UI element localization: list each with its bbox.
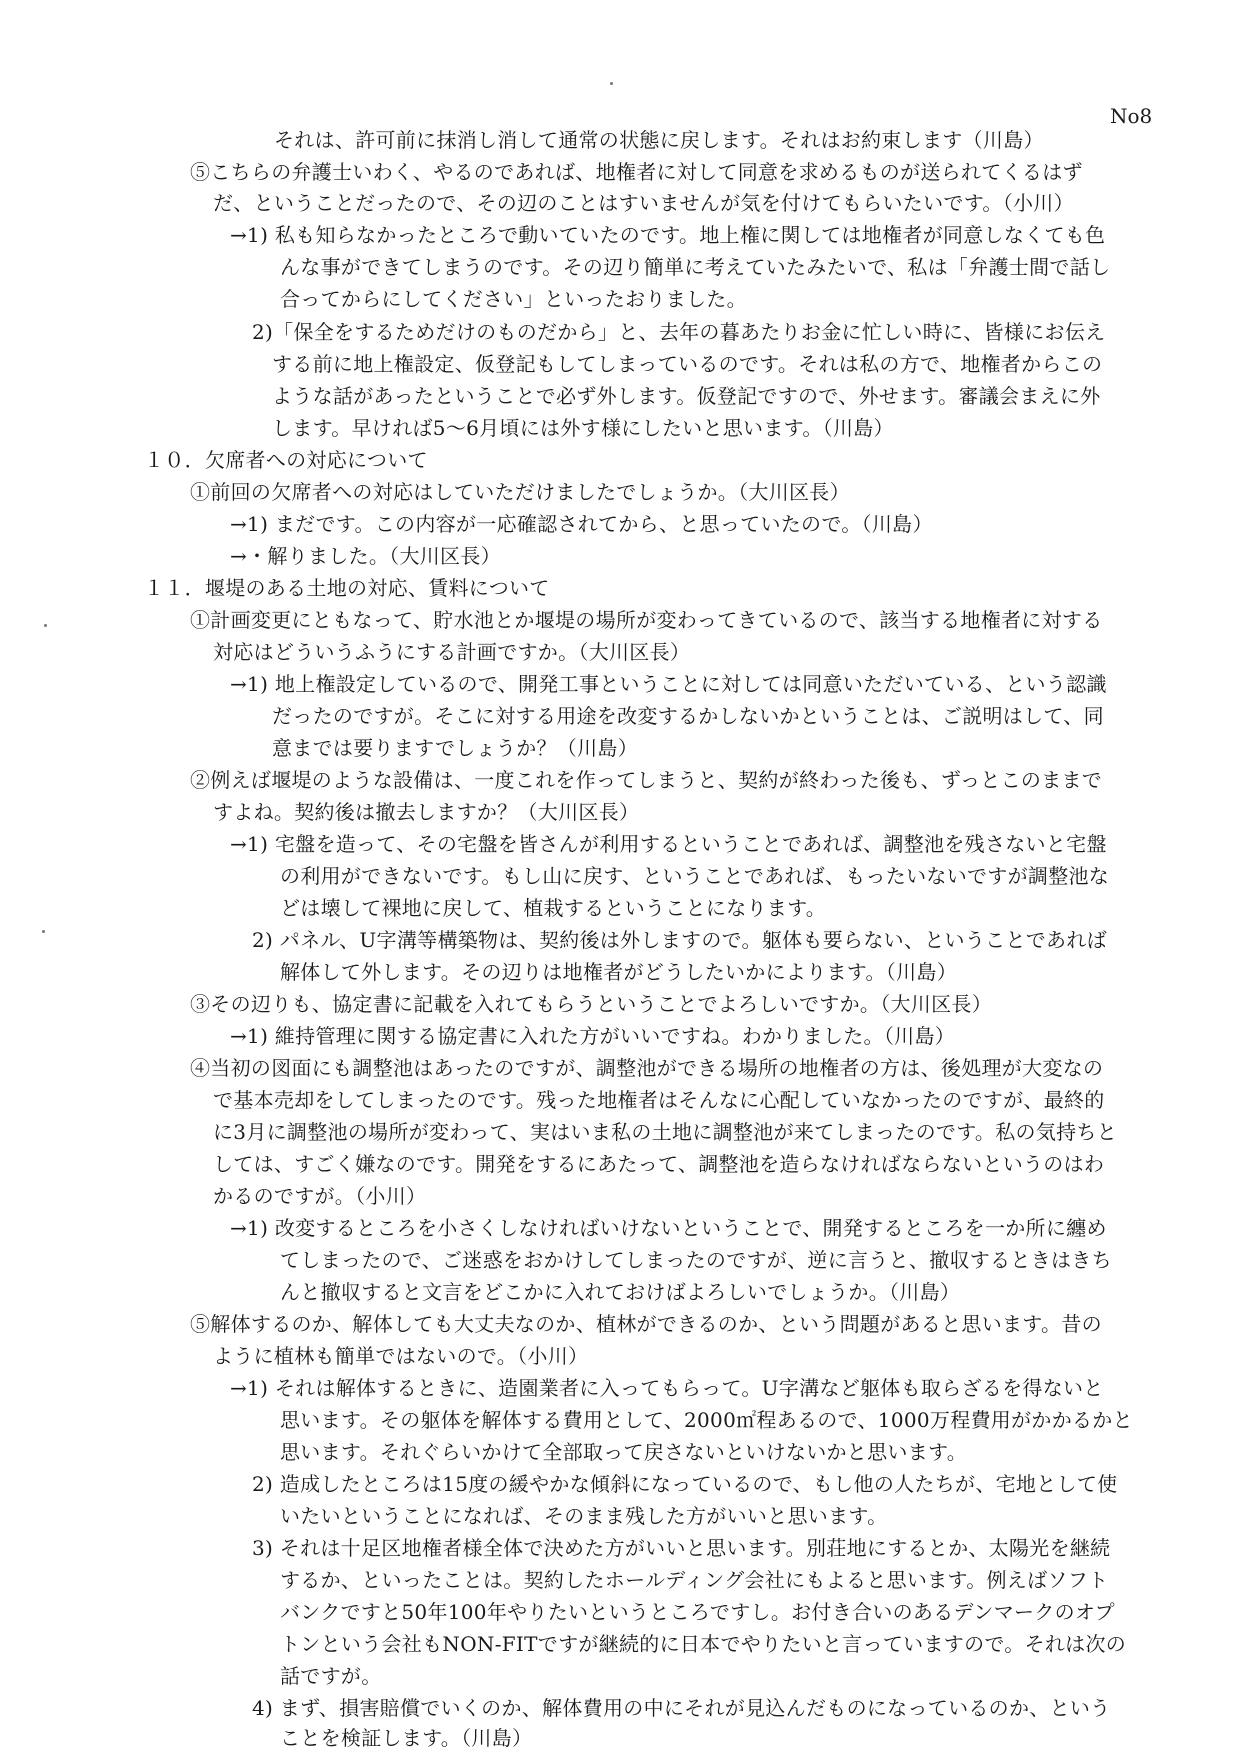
scan-speck [610, 82, 613, 85]
text-line: →1) 地上権設定しているので、開発工事ということに対しては同意いただいている、という認識 [230, 672, 1107, 696]
text-line: 2) 造成したところは15度の緩やかな傾斜になっているので、もし他の人たちが、宅地として使 [252, 1472, 1118, 1496]
text-line: で基本売却をしてしまったのです。残った地権者はそんなに心配していなかったのですが、最終的 [213, 1088, 1105, 1112]
text-line: ことを検証します。（川島） [280, 1726, 533, 1750]
scan-speck [42, 930, 45, 933]
text-line: 2)「保全をするためだけのものだから」と、去年の暮あたりお金に忙しい時に、皆様にお伝え [252, 320, 1106, 344]
text-line: 対応はどういうふうにする計画ですか。（大川区長） [213, 640, 691, 664]
text-line: しては、すごく嫌なのです。開発をするにあたって、調整池を造らなければならないというのはわ [213, 1152, 1105, 1176]
text-line: →1) 改変するところを小さくしなければいけないということで、開発するところを一か所に纏め [230, 1216, 1107, 1240]
text-line: します。早ければ5～6月頃には外す様にしたいと思います。（川島） [272, 416, 894, 440]
text-line: →1) それは解体するときに、造園業者に入ってもらって。U字溝など躯体も取らざるを得ないと [230, 1376, 1104, 1400]
text-line: てしまったので、ご迷惑をおかけしてしまったのですが、逆に言うと、撤収するときはきち [280, 1248, 1112, 1272]
text-line: 3) それは十足区地権者様全体で決めた方がいいと思います。別荘地にするとか、太陽光を継続 [252, 1536, 1111, 1560]
text-line: すよね。契約後は撤去しますか？（大川区長） [213, 800, 640, 824]
text-line: 話ですが。 [280, 1664, 382, 1688]
text-line: ように植林も簡単ではないので。（小川） [213, 1344, 589, 1368]
text-line: 合ってからにしてください」といったおりました。 [280, 287, 747, 311]
text-line: →1) 私も知らなかったところで動いていたのです。地上権に関しては地権者が同意しなくても色 [230, 223, 1106, 247]
text-line: んと撤収すると文言をどこかに入れておけばよろしいでしょうか。（川島） [280, 1280, 961, 1304]
text-line: いたいということになれば、そのまま残した方がいいと思います。 [280, 1504, 888, 1528]
text-line: だ、ということだったので、その辺のことはすいませんが気を付けてもらいたいです。（小川） [213, 191, 1074, 215]
text-line: 意までは要りますでしょうか？（川島） [272, 736, 638, 760]
section-heading: １０．欠席者への対応について [144, 448, 428, 472]
text-line: それは、許可前に抹消し消して通常の状態に戻します。それはお約束します（川島） [274, 128, 1044, 152]
text-line: に3月に調整池の場所が変わって、実はいま私の土地に調整池が来てしまったのです。私の気持ちと [213, 1120, 1118, 1144]
text-line: ⑤こちらの弁護士いわく、やるのであれば、地権者に対して同意を求めるものが送られてくるはず [190, 160, 1083, 184]
text-line: 思います。その躯体を解体する費用として、2000㎡程あるので、1000万程費用がかかるかと [280, 1408, 1133, 1432]
text-line: →1) 宅盤を造って、その宅盤を皆さんが利用するということであれば、調整池を残さないと宅盤 [230, 832, 1107, 856]
text-line: →1) 維持管理に関する協定書に入れた方がいいですね。わかりました。（川島） [230, 1024, 956, 1048]
page-number: No8 [1110, 104, 1153, 128]
text-line: する前に地上権設定、仮登記もしてしまっているのです。それは私の方で、地権者からこの [272, 352, 1103, 376]
text-line: トンという会社もNON-FITですが継続的に日本でやりたいと言っていますので。それは次の [280, 1632, 1127, 1656]
text-line: 解体して外します。その辺りは地権者がどうしたいかによります。（川島） [280, 960, 957, 984]
text-line: だったのですが。そこに対する用途を改変するかしないかということは、ご説明はして、同 [272, 704, 1104, 728]
text-line: ①前回の欠席者への対応はしていただけましたでしょうか。（大川区長） [190, 480, 850, 504]
text-line: 思います。それぐらいかけて全部取って戻さないといけないかと思います。 [280, 1440, 967, 1464]
text-line: ①計画変更にともなって、貯水池とか堰堤の場所が変わってきているので、該当する地権者に対する [190, 608, 1103, 632]
text-line: →1) まだです。この内容が一応確認されてから、と思っていたので。（川島） [230, 512, 933, 536]
section-heading: １１．堰堤のある土地の対応、賃料について [144, 576, 550, 600]
text-line: ②例えば堰堤のような設備は、一度これを作ってしまうと、契約が終わった後も、ずっとこのままで [190, 768, 1103, 792]
text-line: ④当初の図面にも調整池はあったのですが、調整池ができる場所の地権者の方は、後処理が大変なの [190, 1056, 1104, 1080]
text-line: ⑤解体するのか、解体しても大丈夫なのか、植林ができるのか、という問題があると思います。昔の [190, 1312, 1102, 1336]
text-line: するか、といったことは。契約したホールディング会社にもよると思います。例えばソフト [280, 1568, 1109, 1592]
text-line: かるのですが。（小川） [213, 1184, 427, 1208]
text-line: ③その辺りも、協定書に記載を入れてもらうということでよろしいですか。（大川区長） [190, 992, 992, 1016]
text-line: →・解りました。（大川区長） [230, 544, 501, 568]
text-line: バンクですと50年100年やりたいというところですし。お付き合いのあるデンマークのオプ [280, 1600, 1115, 1624]
text-line: んな事ができてしまうのです。その辺り簡単に考えていたみたいで、私は「弁護士間で話し [280, 255, 1111, 279]
text-line: 2) パネル、U字溝等構築物は、契約後は外しますので。躯体も要らない、ということであれば [252, 928, 1107, 952]
scan-speck [44, 624, 47, 627]
text-line: 4) まず、損害賠償でいくのか、解体費用の中にそれが見込んだものになっているのか、という [252, 1696, 1111, 1720]
text-line: の利用ができないです。もし山に戻す、ということであれば、もったいないですが調整池な [280, 864, 1110, 888]
text-line: どは壊して裸地に戻して、植栽するということになります。 [280, 896, 827, 920]
text-line: ような話があったということで必ず外します。仮登記ですので、外せます。審議会まえに外 [272, 384, 1101, 408]
